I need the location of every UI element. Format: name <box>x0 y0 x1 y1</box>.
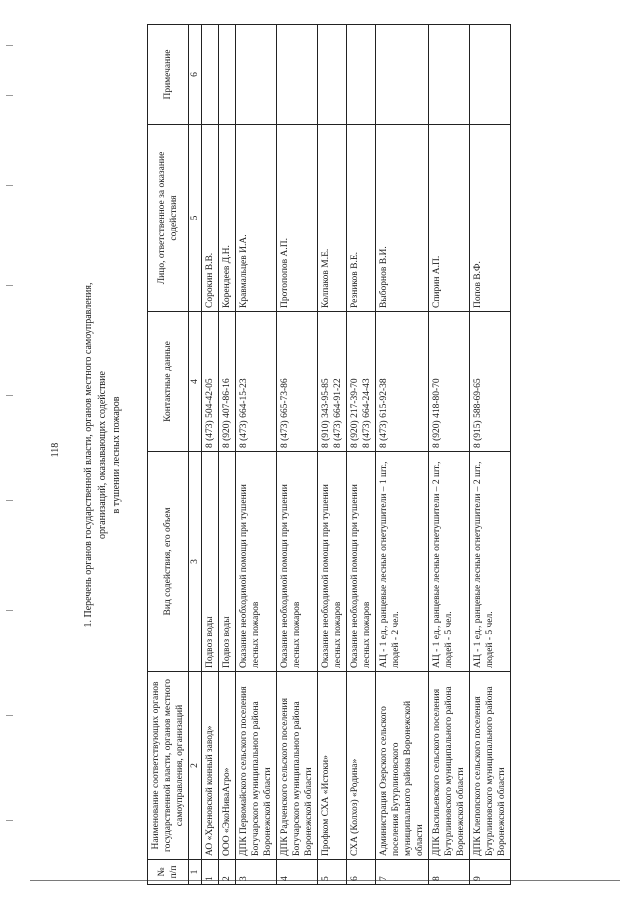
heading-line-3: в тушении лесных пожаров <box>111 396 122 514</box>
row-note <box>429 25 470 125</box>
row-contacts: 8 (473) 665-73-86 <box>277 312 318 452</box>
table-row <box>318 25 347 885</box>
row-name: ДПК Клепопского сельского поселения Бутурлиновского муниципального района Воронежской области <box>470 672 511 860</box>
row-num: 3 <box>236 860 277 885</box>
column-number-row <box>189 25 202 885</box>
row-type: Оказание необходимой помощи при тушении лесных пожаров <box>277 452 318 672</box>
column-number: 1 <box>189 860 202 885</box>
row-name: ДПК Первомайского сельского поселения Богучарского муниципального района Воронежской области <box>236 672 277 860</box>
row-contacts: 8 (473) 615-92-38 <box>376 312 429 452</box>
row-person: Колпаков М.Е. <box>318 125 347 312</box>
row-type: Оказание необходимой помощи при тушении лесных пожаров <box>318 452 347 672</box>
row-name: АО «Хреновской конный завод» <box>202 672 219 860</box>
row-num: 1 <box>202 860 219 885</box>
row-note <box>376 25 429 125</box>
row-name: ООО «ЭкоНиваАгро» <box>219 672 236 860</box>
row-person: Спирин А.П. <box>429 125 470 312</box>
row-name: Администрация Озерского сельского поселения Бутурлиновского муниципального района Воронежской области <box>376 672 429 860</box>
organizations-table <box>147 24 511 885</box>
row-num: 2 <box>219 860 236 885</box>
header-num: № п/п <box>148 860 189 885</box>
column-number: 4 <box>189 312 202 452</box>
table-row <box>277 25 318 885</box>
row-note <box>347 25 376 125</box>
column-number: 6 <box>189 25 202 125</box>
table-header-row <box>148 25 189 885</box>
table-row <box>236 25 277 885</box>
row-num: 9 <box>470 860 511 885</box>
row-num: 4 <box>277 860 318 885</box>
row-note <box>219 25 236 125</box>
header-note: Примечание <box>148 25 189 125</box>
row-type: Подвоз воды <box>202 452 219 672</box>
page-number: 118 <box>50 442 61 458</box>
row-type: Оказание необходимой помощи при тушении лесных пожаров <box>236 452 277 672</box>
table-row <box>219 25 236 885</box>
column-number: 5 <box>189 125 202 312</box>
row-note <box>318 25 347 125</box>
row-person: Сорокин В.В. <box>202 125 219 312</box>
column-number: 2 <box>189 672 202 860</box>
row-name: ДПК Радченского сельского поселения Богучарского муниципального района Воронежской области <box>277 672 318 860</box>
row-contacts: 8 (473) 504-42-05 <box>202 312 219 452</box>
table-row <box>470 25 511 885</box>
heading-line-2: организаций, оказывающих содействие <box>97 371 108 539</box>
row-person: Попов В.Ф. <box>470 125 511 312</box>
row-name: СХА (Колхоз) «Родина» <box>347 672 376 860</box>
row-contacts: 8 (910) 343-95-85 8 (473) 664-91-22 <box>318 312 347 452</box>
row-num: 6 <box>347 860 376 885</box>
row-person: Корендеев Д.Н. <box>219 125 236 312</box>
row-type: АЦ - 1 ед., ранцевые лесные огнетушители – 2 шт., людей - 5 чел. <box>470 452 511 672</box>
row-contacts: 8 (920) 407-86-16 <box>219 312 236 452</box>
table-row <box>376 25 429 885</box>
header-contacts: Контактные данные <box>148 312 189 452</box>
header-name: Наименование соответствующих органов государственной власти, органов местного самоуправления, организаций <box>148 672 189 860</box>
row-contacts: 8 (920) 217-39-70 8 (473) 664-24-43 <box>347 312 376 452</box>
row-contacts: 8 (473) 664-15-23 <box>236 312 277 452</box>
row-person: Протопопов А.П. <box>277 125 318 312</box>
table-row <box>202 25 219 885</box>
row-type: Оказание необходимой помощи при тушении лесных пожаров <box>347 452 376 672</box>
row-num: 5 <box>318 860 347 885</box>
row-contacts: 8 (920) 418-80-70 <box>429 312 470 452</box>
row-person: Выборнов В.И. <box>376 125 429 312</box>
row-num: 7 <box>376 860 429 885</box>
row-type: Подвоз воды <box>219 452 236 672</box>
table-row <box>429 25 470 885</box>
row-name: ДПК Васильевского сельского поселения Бутурлиновского муниципального района Воронежской области <box>429 672 470 860</box>
row-name: Профком СХА «Истоки» <box>318 672 347 860</box>
row-num: 8 <box>429 860 470 885</box>
row-note <box>202 25 219 125</box>
row-person: Кравмальцев И.А. <box>236 125 277 312</box>
column-number: 3 <box>189 452 202 672</box>
header-type: Вид содействия, его объем <box>148 452 189 672</box>
table-row <box>347 25 376 885</box>
row-note <box>277 25 318 125</box>
row-type: АЦ - 1 ед., ранцевые лесные огнетушители – 2 шт., людей - 5 чел. <box>429 452 470 672</box>
header-person: Лицо, ответственное за оказание содействия <box>148 125 189 312</box>
row-person: Резников В.Е. <box>347 125 376 312</box>
row-note <box>470 25 511 125</box>
row-contacts: 8 (915) 588-69-65 <box>470 312 511 452</box>
document-heading <box>82 155 124 755</box>
row-note <box>236 25 277 125</box>
row-type: АЦ - 1 ед., ранцевые лесные огнетушители – 1 шт., людей - 2 чел. <box>376 452 429 672</box>
heading-line-1: 1. Перечень органов государственной власти, органов местного самоуправления, <box>83 282 94 628</box>
